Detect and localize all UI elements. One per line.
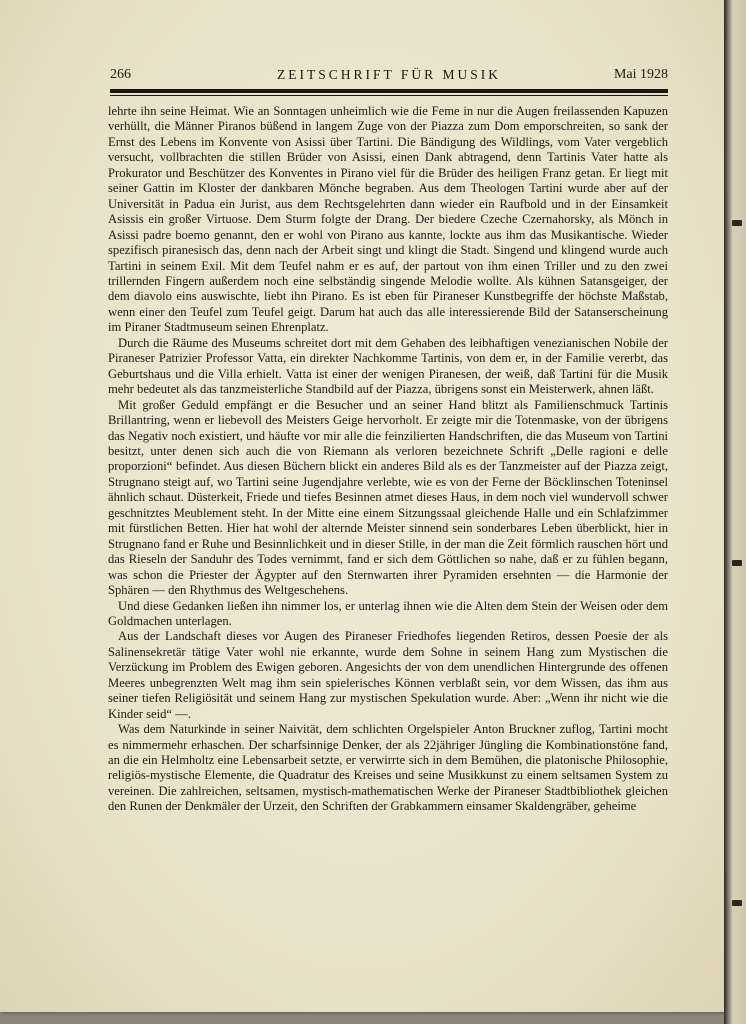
paragraph: Und diese Gedanken ließen ihn nimmer los, er unterlag ihnen wie die Alten dem Stein der Weisen oder dem Goldmachen unterlagen.: [108, 598, 668, 628]
paragraph: Was dem Naturkinde in seiner Naivität, dem schlichten Orgelspieler Anton Bruckner zuflog, Tartini mocht es nimmermehr erhaschen. Der scharfsinnige Denker, der als 22jähriger Jüngling die Kombinationstöne fand, an die ein Helmholtz eine Lebensarbeit setzte, er verwirrte sich in dem Bemühen, die platonische Philosophie, religiös-mystische Elemente, die Quadratur des Kreises und seine Musikkunst zu einem seltsamen System zu vereinen. Die zahlreichen, seltsamen, mystisch-mathematischen Werke der Piraneser Stadtbibliothek gleichen den Runen der Denkmäler der Urzeit, den Schriften der Grabkammern einsamer Skaldengräber, geheime: [108, 722, 668, 814]
paragraph: Durch die Räume des Museums schreitet dort mit dem Gehaben des leibhaftigen venezianischen Nobile der Piraneser Patrizier Professor Vatta, ein direkter Nachkomme Tartinis, von dem er, in der Familie vererbt, das Geburtshaus und die Villa erhielt. Vatta ist einer der wenigen Piranesen, der weiß, daß Tartini für die Musik mehr bedeutet als das tanzmeisterliche Standbild auf der Piazza, übrigens sonst ein Meisterwerk, ahnen läßt.: [108, 335, 668, 397]
paragraph: Aus der Landschaft dieses vor Augen des Piraneser Friedhofes liegenden Retiros, dessen Poesie der als Salinensekretär tätige Vater wohl nie erkannte, wurde dem Sohne in seinem Hang zum Mystischen die Verzückung im Problem des Ewigen geboren. Angesichts der von dem unendlichen Hintergrunde des offenen Meeres unbegrenzten Welt mag ihm sein spielerisches Können verblaßt sein, vor dem Wissen, das ihm aus seiner tiefen Religiösität und seinem Hang zur mystischen Spekulation wurde. Aber: „Wenn ihr nicht wie die Kinder seid“ —.: [108, 629, 668, 721]
header-rule-thick: [110, 89, 668, 93]
binding-mark: [732, 900, 742, 906]
binding-mark: [732, 560, 742, 566]
binding-mark: [732, 220, 742, 226]
issue-date: Mai 1928: [613, 67, 668, 82]
running-title: ZEITSCHRIFT FÜR MUSIK: [276, 67, 502, 82]
page-number: 266: [110, 67, 131, 82]
next-page-edge: [724, 0, 746, 1024]
paragraph: Mit großer Geduld empfängt er die Besucher und an seiner Hand blitzt als Familienschmuck Tartinis Brillantring, wenn er liebevoll des Meisters Geige hervorholt. Er zeigte mir die Totenmaske, von der übrigens das Negativ noch existiert, und häufte vor mir alle die feinzilierten Handschriften, die das Museum von Tartini besitzt, unter denen sich auch die von Riemann als verloren bezeichnete Schrift „Delle ragioni e delle proporzioni“ befindet. Aus diesen Büchern blickt ein anderes Bild als es der Tanzmeister auf der Piazza zeigt, Strugnano steigt auf, wo Tartini seine Jugendjahre verlebte, wie es von der Ferne der Böcklinschen Toteninsel ähnlich schaut. Düsterkeit, Friede und tiefes Besinnen atmet dieses Haus, in dem noch viel wundervoll schwer geschnitztes Meublement steht. In der Mitte eine einem Sitzungssaal gleichende Halle und ein Schlafzimmer mit fürstlichen Betten. Hier hat wohl der alternde Meister sinnend sein sonderbares Leben überblickt, hier in Strugnano fand er Ruhe und Besinnlichkeit und in dieser Stille, in der man die Zeit förmlich rauschen hört und das Rieseln der Sanduhr des Todes vernimmt, fand er sich dem Göttlichen so nahe, daß er zu fühlen begann, was schon die Priester der Ägypter auf den Sternwarten ihrer Pyramiden ersehnten — die Harmonie der Sphären — den Rhythmus des Weltgeschehens.: [108, 397, 668, 598]
page-header: [110, 67, 668, 87]
header-rule-thin: [110, 95, 668, 96]
paragraph: lehrte ihn seine Heimat. Wie an Sonntagen unheimlich wie die Feme in nur die Augen freilassenden Kapuzen verhüllt, die Männer Piranos büßend in langem Zuge von der Piazza zum Dom emporschreiten, so sank der Ernst des Lebens im Konvente von Asissi über Tartini. Die Bändigung des Wildlings, vom Vater vergeblich versucht, vollbrachten die stillen Brüder von Asissi, einen Dank abtragend, denn Tartinis Vater hatte als Prokurator und Beschützer des Konventes in Pirano viel für die Brüder des heiligen Franz getan. Er liegt mit seiner Gattin im Kloster der dankbaren Mönche begraben. Aus dem Theologen Tartini wurde aber auf der Universität in Padua ein Jurist, aus dem Rechtsgelehrten dann wieder ein Raufbold und in der Einsamkeit Asissis ein großer Virtuose. Dem Sturm folgte der Drang. Der biedere Czeche Czernahorsky, als Mönch in Asissi padre boemo genannt, den er wohl von Pirano aus kannte, lockte aus ihm das Musikantische. Wieder spezifisch piranesisch das, denn nach der Arbeit singt und klingt die Stadt. Singend und klingend wurde auch Tartini in seinem Exil. Mit dem Teufel nahm er es auf, der partout von ihm einen Triller und zu den zwei trillernden Fingern außerdem noch eine selbständig singende Melodie wollte. Als kühnen Satansgeiger, der dem diavolo eins auswischte, liebt ihn Pirano. Es ist eben für Piraneser Kunstbegriffe der höchste Maßstab, wenn einer den Teufel zum Teufel geigt. Darum hat auch das alle interessierende Bild der Satanserscheinung im Piraner Stadtmuseum seinen Ehrenplatz.: [108, 104, 668, 335]
article-body: [108, 104, 668, 815]
